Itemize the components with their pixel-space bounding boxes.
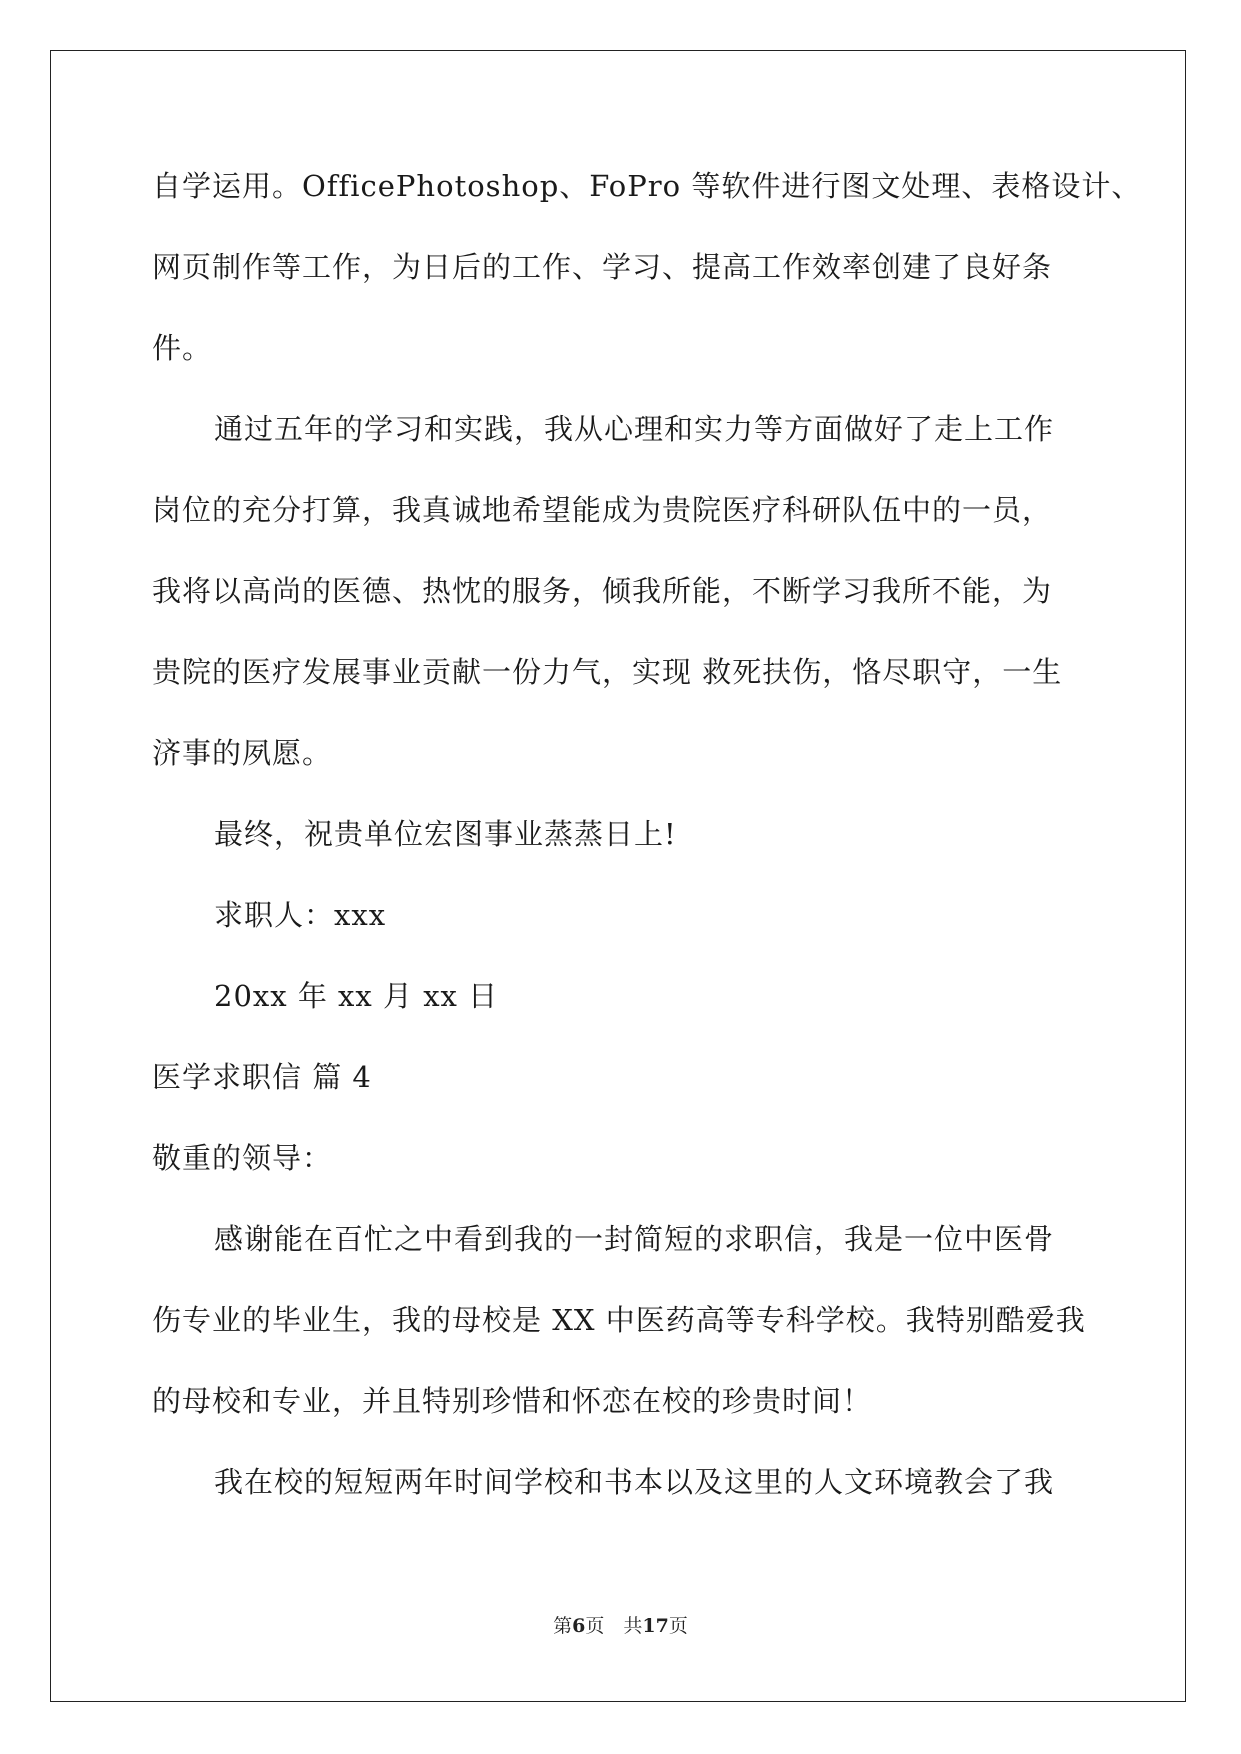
footer-middle: 页 共	[585, 1615, 643, 1637]
text-line: 岗位的充分打算，我真诚地希望能成为贵院医疗科研队伍中的一员，	[152, 493, 1053, 527]
date-line: 20xx 年 xx 月 xx 日	[214, 979, 499, 1013]
text-line: 伤专业的毕业生，我的母校是 XX 中医药高等专科学校。我特别酷爱我	[152, 1303, 1086, 1337]
text-line: 自学运用。OfficePhotoshop、FoPro 等软件进行图文处理、表格设计、	[152, 169, 1142, 203]
applicant-line: 求职人：xxx	[214, 898, 387, 932]
footer-prefix: 第	[553, 1615, 573, 1637]
text-line: 贵院的医疗发展事业贡献一份力气，实现 救死扶伤，恪尽职守，一生	[152, 655, 1063, 689]
footer-suffix: 页	[668, 1615, 688, 1637]
text-line: 济事的夙愿。	[152, 736, 333, 770]
text-line: 我将以高尚的医德、热忱的服务，倾我所能，不断学习我所不能，为	[152, 574, 1053, 608]
salutation: 敬重的领导：	[152, 1141, 333, 1175]
page-border	[50, 50, 1186, 1702]
text-line: 的母校和专业，并且特别珍惜和怀恋在校的珍贵时间！	[152, 1384, 873, 1418]
page-footer	[0, 1614, 1241, 1638]
closing-line: 最终，祝贵单位宏图事业蒸蒸日上!	[214, 817, 677, 851]
text-line: 通过五年的学习和实践，我从心理和实力等方面做好了走上工作	[214, 412, 1055, 446]
text-line: 我在校的短短两年时间学校和书本以及这里的人文环境教会了我	[214, 1465, 1055, 1499]
total-page-number: 17	[642, 1615, 669, 1637]
text-line: 感谢能在百忙之中看到我的一封简短的求职信，我是一位中医骨	[214, 1222, 1055, 1256]
section-heading: 医学求职信 篇 4	[152, 1060, 372, 1094]
text-line: 网页制作等工作，为日后的工作、学习、提高工作效率创建了良好条	[152, 250, 1053, 284]
current-page-number: 6	[572, 1615, 586, 1637]
text-line: 件。	[152, 331, 213, 365]
